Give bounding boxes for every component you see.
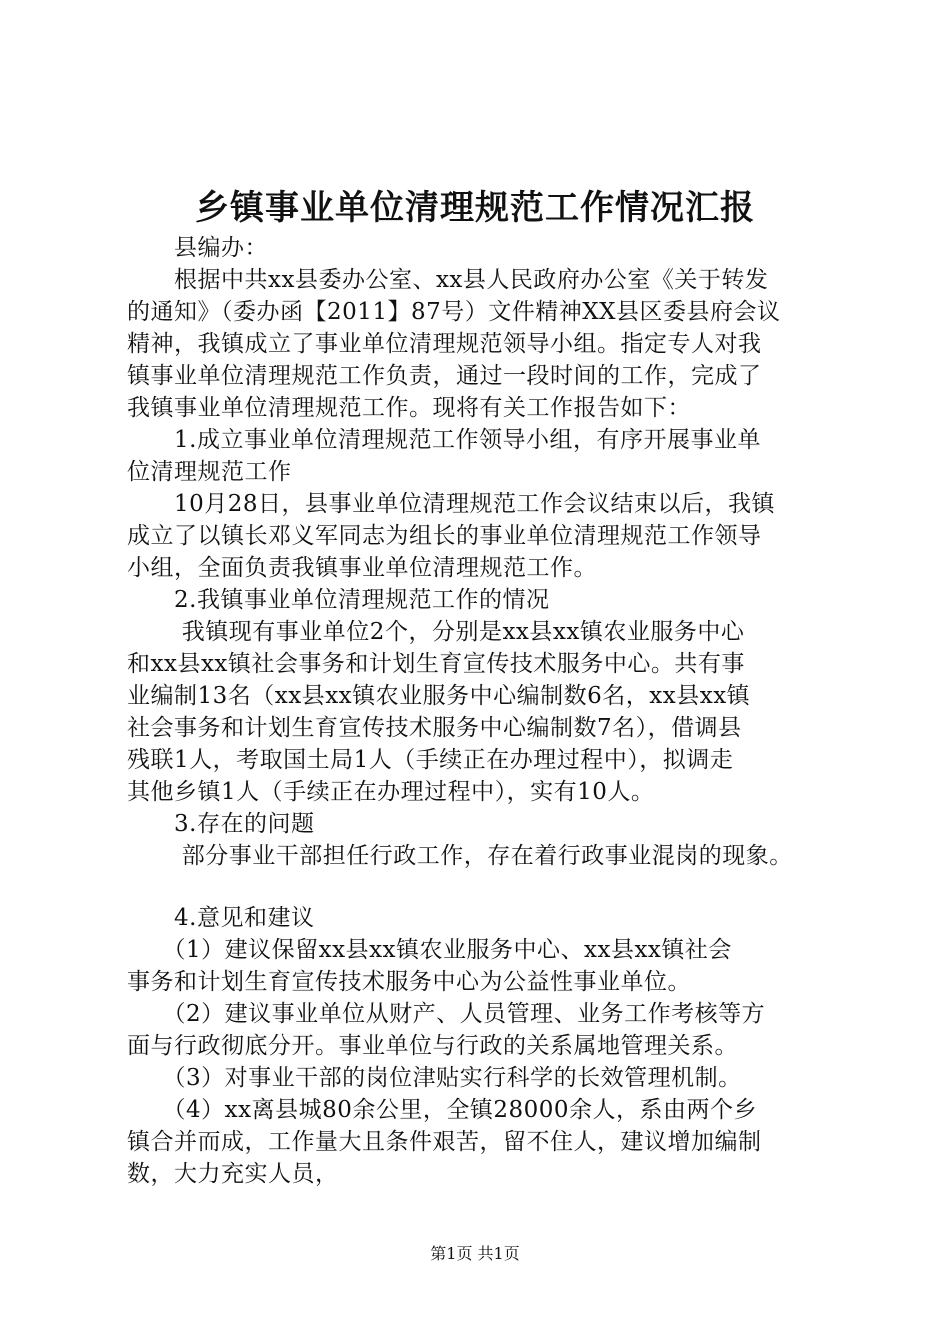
paragraph-line: 镇事业单位清理规范工作负责，通过一段时间的工作，完成了 xyxy=(127,363,762,389)
paragraph-line: 小组，全面负责我镇事业单位清理规范工作。 xyxy=(127,555,597,581)
paragraph-line: 业编制13名（xx县xx镇农业服务中心编制数6名，xx县xx镇 xyxy=(127,683,751,709)
paragraph-line: 残联1人，考取国土局1人（手续正在办理过程中），拟调走 xyxy=(127,747,734,773)
section-heading-1: 1.成立事业单位清理规范工作领导小组，有序开展事业单 xyxy=(127,427,761,453)
paragraph-line: 社会事务和计划生育宣传技术服务中心编制数7名），借调县 xyxy=(127,715,742,741)
paragraph-line: 精神，我镇成立了事业单位清理规范领导小组。指定专人对我 xyxy=(127,331,762,357)
paragraph-line: （1）建议保留xx县xx镇农业服务中心、xx县xx镇社会 xyxy=(127,937,732,963)
paragraph-line: 我镇事业单位清理规范工作。现将有关工作报告如下： xyxy=(127,395,691,421)
paragraph-line: 成立了以镇长邓义军同志为组长的事业单位清理规范工作领导 xyxy=(127,523,762,549)
paragraph-line: 部分事业干部担任行政工作，存在着行政事业混岗的现象。 xyxy=(127,843,793,869)
document-title: 乡镇事业单位清理规范工作情况汇报 xyxy=(195,188,755,228)
section-heading-3: 3.存在的问题 xyxy=(127,811,315,837)
paragraph-line: 面与行政彻底分开。事业单位与行政的关系属地管理关系。 xyxy=(127,1033,738,1059)
paragraph-line: 10月28日，县事业单位清理规范工作会议结束以后，我镇 xyxy=(127,491,776,517)
section-heading-4: 4.意见和建议 xyxy=(127,905,315,931)
paragraph-line: 镇合并而成，工作量大且条件艰苦，留不住人，建议增加编制 xyxy=(127,1129,762,1155)
paragraph-line: （4）xx离县城80余公里，全镇28000余人，系由两个乡 xyxy=(127,1097,758,1123)
document-body xyxy=(127,232,837,1190)
paragraph-line: （2）建议事业单位从财产、人员管理、业务工作考核等方 xyxy=(127,1001,766,1027)
paragraph-line: （3）对事业干部的岗位津贴实行科学的长效管理机制。 xyxy=(127,1065,742,1091)
paragraph-line: 和xx县xx镇社会事务和计划生育宣传技术服务中心。共有事 xyxy=(127,651,745,677)
section-heading-2: 2.我镇事业单位清理规范工作的情况 xyxy=(127,587,550,613)
paragraph-line: 数，大力充实人员， xyxy=(127,1161,339,1187)
blank-line xyxy=(127,872,837,902)
paragraph-line: 事务和计划生育宣传技术服务中心为公益性事业单位。 xyxy=(127,969,691,995)
section-heading-1-cont: 位清理规范工作 xyxy=(127,459,292,485)
paragraph-line: 的通知》（委办函【2011】87号）文件精神XX县区委县府会议 xyxy=(127,299,781,325)
paragraph-line: 根据中共xx县委办公室、xx县人民政府办公室《关于转发 xyxy=(127,267,769,293)
paragraph-line: 我镇现有事业单位2个，分别是xx县xx镇农业服务中心 xyxy=(127,619,745,645)
paragraph-line: 其他乡镇1人（手续正在办理过程中），实有10人。 xyxy=(127,779,655,805)
page-footer: 第1页 共1页 xyxy=(430,1244,520,1263)
salutation-line: 县编办： xyxy=(127,235,268,261)
